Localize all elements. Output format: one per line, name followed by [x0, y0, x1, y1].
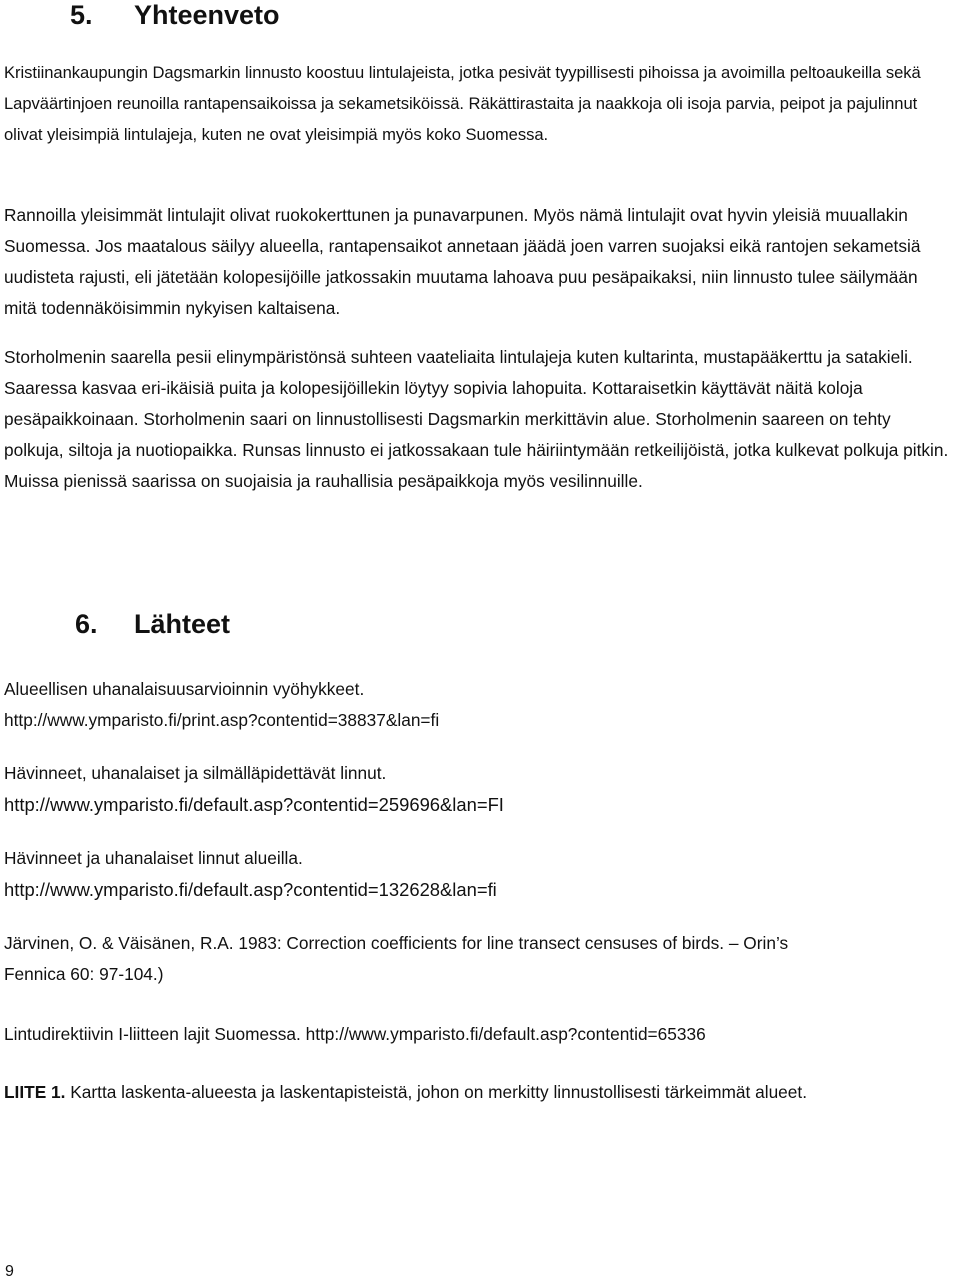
reference-1-url: http://www.ymparisto.fi/print.asp?contentid=38837&lan=fi: [4, 710, 440, 730]
summary-paragraph-3: Storholmenin saarella pesii elinympäristönsä suhteen vaateliaita lintulajeja kuten kultarinta, mustapääkerttu ja satakieli. Saaressa kasvaa eri-ikäisiä puita ja kolopesijöillekin löytyy sopivia lahopuita. Kottaraisetkin käyttävät näitä koloja pesäpaikkoinaan. Storholmenin saari on linnustollisesti Dagsmarkin merkittävin alue. Storholmenin saareen on tehty polkuja, siltoja ja nuotiopaikka. Runsas linnusto ei jatkossakaan tule häiriintymään retkeilijöistä, jotka kulkevat polkuja pitkin. Muissa pienissä saarissa on suojaisia ja rauhallisia pesäpaikkoja myös vesilinnuille.: [4, 347, 949, 491]
reference-2-title: Hävinneet, uhanalaiset ja silmälläpidettävät linnut.: [4, 763, 387, 783]
section-5-number: 5.: [70, 0, 93, 30]
section-6-heading: [75, 609, 230, 639]
reference-3-url: http://www.ymparisto.fi/default.asp?contentid=132628&lan=fi: [4, 879, 497, 900]
appendix-line: [4, 1077, 954, 1108]
summary-paragraph-1: Kristiinankaupungin Dagsmarkin linnusto koostuu lintulajeista, jotka pesivät tyypillisesti pihoissa ja avoimilla peltoaukeilla sekä Lapväärtinjoen reunoilla rantapensaikoissa ja sekametsiköissä. Räkättirastaita ja naakkoja oli isoja parvia, peipot ja pajulinnut olivat yleisimpiä lintulajeja, kuten ne ovat yleisimpiä myös koko Suomessa.: [4, 63, 921, 144]
appendix-label: LIITE 1.: [4, 1082, 66, 1102]
reference-4: [4, 928, 954, 990]
section-6-title: Lähteet: [134, 609, 231, 639]
reference-2: [4, 758, 954, 820]
reference-3: [4, 843, 954, 905]
reference-1-title: Alueellisen uhanalaisuusarvioinnin vyöhykkeet.: [4, 679, 365, 699]
section-5-title: Yhteenveto: [134, 0, 280, 30]
appendix-text: Kartta laskenta-alueesta ja laskentapisteistä, johon on merkitty linnustollisesti tärkeimmät alueet.: [65, 1082, 808, 1102]
reference-5-title: Lintudirektiivin I-liitteen lajit Suomessa. http://www.ymparisto.fi/default.asp?contentid=65336: [4, 1024, 706, 1044]
summary-paragraph-2: Rannoilla yleisimmät lintulajit olivat ruokokerttunen ja punavarpunen. Myös nämä lintulajit ovat hyvin yleisiä muuallakin Suomessa. Jos maatalous säilyy alueella, rantapensaikot annetaan jäädä joen varren suojaksi eikä rantojen sekametsiä uudisteta rajusti, eli jätetään kolopesijöille jatkossakin muutama lahoava puu pesäpaikaksi, niin linnusto tulee säilymään mitä todennäköisimmin nykyisen kaltaisena.: [4, 205, 921, 318]
page-number: 9: [5, 1263, 14, 1280]
reference-3-title: Hävinneet ja uhanalaiset linnut alueilla.: [4, 848, 303, 868]
reference-2-url: http://www.ymparisto.fi/default.asp?contentid=259696&lan=FI: [4, 794, 504, 815]
reference-1: [4, 674, 954, 736]
section-6-number: 6.: [75, 609, 98, 639]
reference-4-citation: Fennica 60: 97-104.): [4, 964, 164, 984]
reference-4-title: Järvinen, O. & Väisänen, R.A. 1983: Correction coefficients for line transect censuses of birds. – Orin’s: [4, 933, 789, 953]
reference-5: [4, 1019, 954, 1050]
section-5-heading: [70, 0, 280, 30]
